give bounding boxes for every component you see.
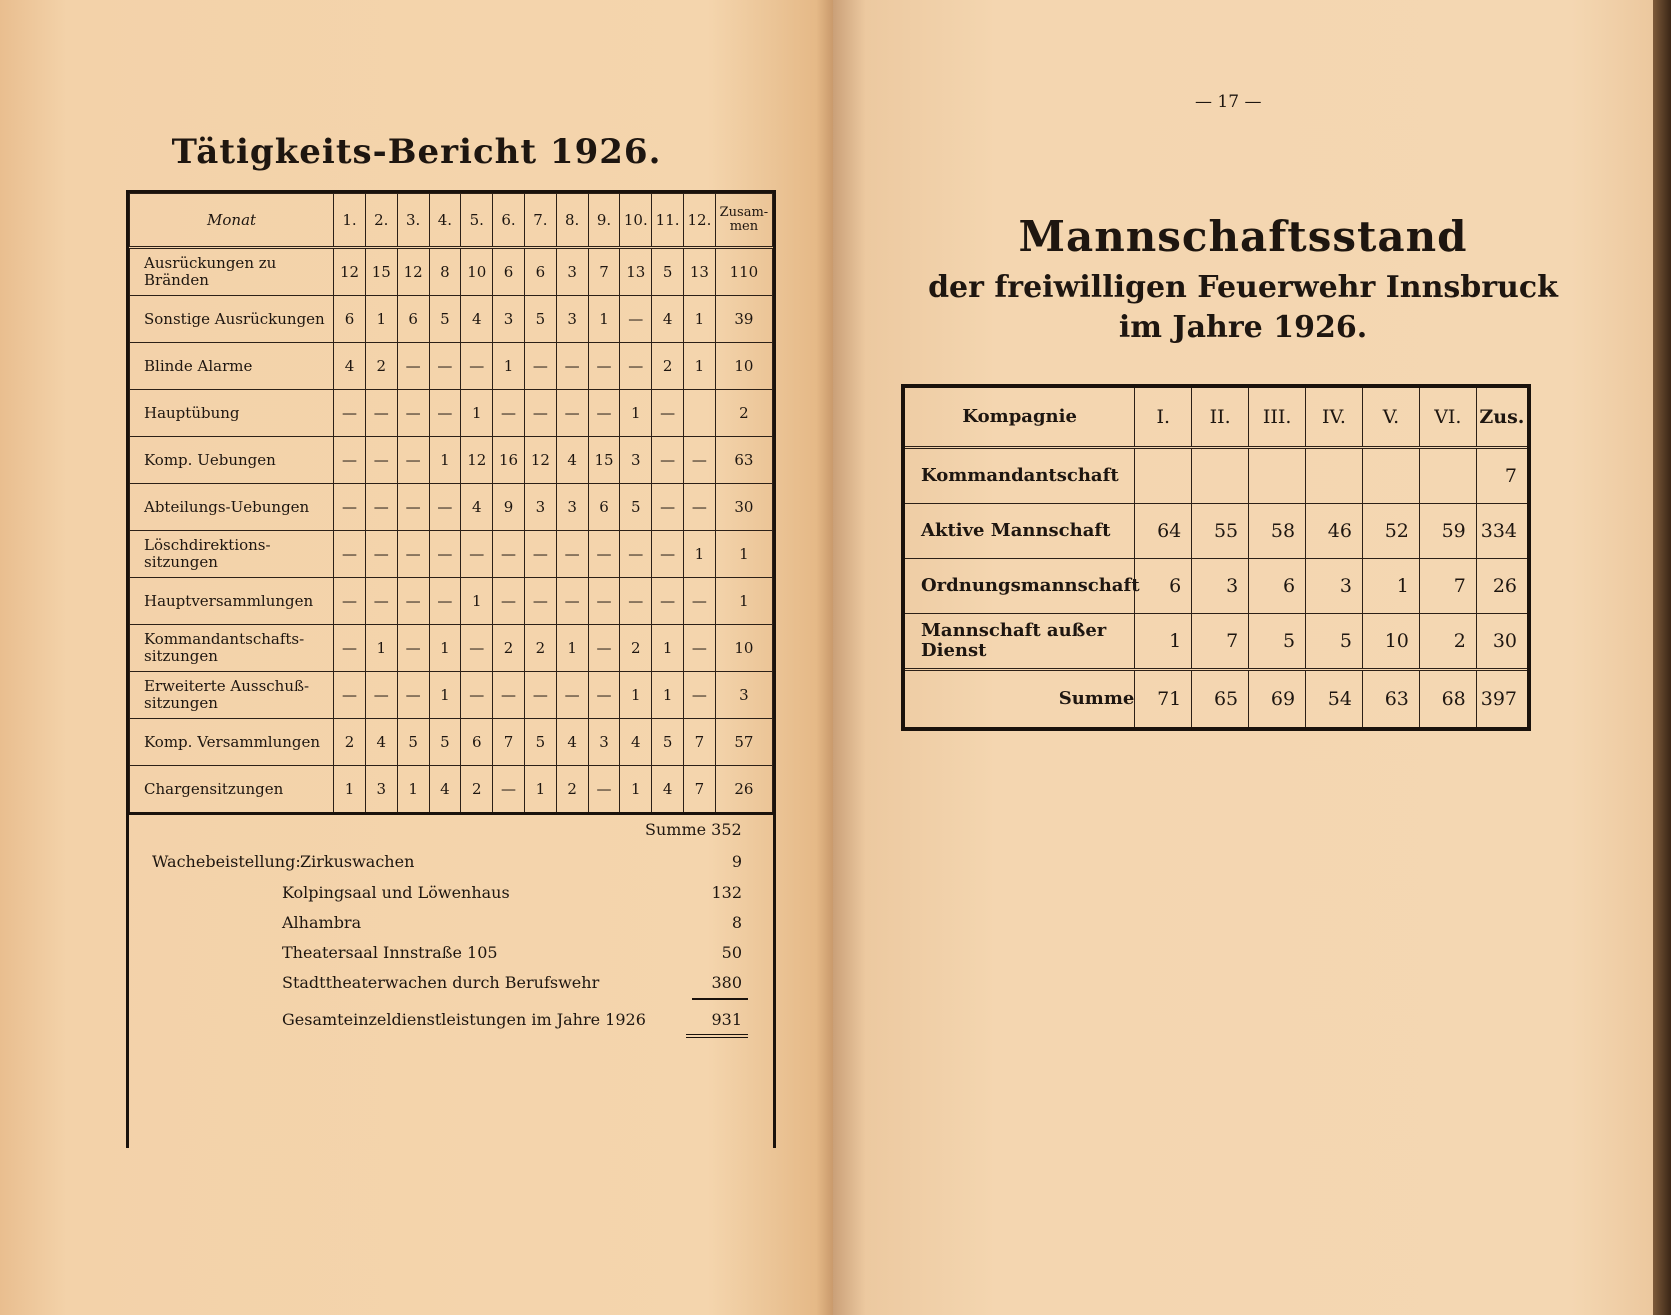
staff-cell xyxy=(1362,448,1419,504)
activity-total: 39 xyxy=(715,296,772,343)
activity-cell: 2 xyxy=(493,625,525,672)
month-header: 1. xyxy=(334,194,366,248)
activity-cell: 4 xyxy=(652,766,684,814)
activity-cell: 1 xyxy=(429,625,461,672)
right-page-year: im Jahre 1926. xyxy=(1118,310,1368,345)
activity-label: Ausrückungen zu Bränden xyxy=(130,248,334,296)
activity-cell: — xyxy=(524,343,556,390)
activity-cell: — xyxy=(461,343,493,390)
activity-cell: — xyxy=(397,672,429,719)
sum-cell: 68 xyxy=(1419,670,1476,730)
activity-cell: 5 xyxy=(429,719,461,766)
activity-cell: — xyxy=(334,531,366,578)
activity-cell: 3 xyxy=(365,766,397,814)
activity-cell: 2 xyxy=(556,766,588,814)
staff-cell: 1 xyxy=(1362,559,1419,614)
activity-cell: — xyxy=(684,437,716,484)
activity-cell: 1 xyxy=(493,343,525,390)
activity-total: 3 xyxy=(715,672,772,719)
activity-cell: 4 xyxy=(556,437,588,484)
activity-cell: 1 xyxy=(684,296,716,343)
activity-cell: 7 xyxy=(684,766,716,814)
activity-cell: — xyxy=(461,672,493,719)
staff-total: 334 xyxy=(1476,504,1529,559)
activity-cell: — xyxy=(684,672,716,719)
activity-cell: 13 xyxy=(620,248,652,296)
activity-label: Komp. Uebungen xyxy=(130,437,334,484)
sum-cell: 71 xyxy=(1135,670,1192,730)
activity-cell: 1 xyxy=(620,766,652,814)
activity-label: Kommandantschafts-sitzungen xyxy=(130,625,334,672)
wache-total-label: Gesamteinzeldienstleistungen im Jahre 1926 xyxy=(282,1010,646,1029)
total-header: Zusam-men xyxy=(715,194,772,248)
column-header: II. xyxy=(1192,386,1249,448)
activity-cell: — xyxy=(620,296,652,343)
activity-total: 57 xyxy=(715,719,772,766)
activity-cell: 5 xyxy=(429,296,461,343)
staff-cell: 5 xyxy=(1249,614,1306,670)
activity-cell: — xyxy=(334,578,366,625)
activity-cell: 4 xyxy=(620,719,652,766)
activity-label: Hauptversammlungen xyxy=(130,578,334,625)
activity-total: 110 xyxy=(715,248,772,296)
activity-cell: 1 xyxy=(620,390,652,437)
activity-row xyxy=(130,766,773,814)
activity-cell: — xyxy=(397,390,429,437)
activity-cell: — xyxy=(397,625,429,672)
sum-label: Summe xyxy=(903,670,1135,730)
wache-item-label: Kolpingsaal und Löwenhaus xyxy=(282,883,510,902)
activity-cell: 8 xyxy=(429,248,461,296)
activity-cell: 9 xyxy=(493,484,525,531)
activity-cell: 15 xyxy=(588,437,620,484)
activity-label: Blinde Alarme xyxy=(130,343,334,390)
activity-cell: — xyxy=(429,484,461,531)
activity-cell: — xyxy=(524,578,556,625)
activity-cell: — xyxy=(652,484,684,531)
value-underline xyxy=(692,998,748,1000)
activity-cell: — xyxy=(397,437,429,484)
activity-row xyxy=(130,343,773,390)
activity-row xyxy=(130,248,773,296)
activity-cell: 2 xyxy=(461,766,493,814)
activity-cell: 1 xyxy=(461,390,493,437)
activity-cell: 1 xyxy=(556,625,588,672)
activity-cell: — xyxy=(397,531,429,578)
activity-cell: 6 xyxy=(334,296,366,343)
page-number: — 17 — xyxy=(1195,92,1262,112)
activity-cell: — xyxy=(397,484,429,531)
activity-cell: 2 xyxy=(334,719,366,766)
sum-cell: 54 xyxy=(1306,670,1363,730)
activity-label: Sonstige Ausrückungen xyxy=(130,296,334,343)
activity-cell: 3 xyxy=(556,296,588,343)
activity-cell: — xyxy=(620,343,652,390)
staff-header-row xyxy=(903,386,1529,448)
activity-cell: — xyxy=(588,390,620,437)
activity-cell: — xyxy=(334,437,366,484)
activity-label: Hauptübung xyxy=(130,390,334,437)
activity-total: 26 xyxy=(715,766,772,814)
staff-cell: 7 xyxy=(1419,559,1476,614)
activity-cell: — xyxy=(334,672,366,719)
staff-cell xyxy=(1192,448,1249,504)
month-header-label: Monat xyxy=(130,194,334,248)
book-edge xyxy=(1653,0,1671,1315)
activity-cell: — xyxy=(620,578,652,625)
activity-cell: 1 xyxy=(588,296,620,343)
month-header: 9. xyxy=(588,194,620,248)
activity-cell: 5 xyxy=(652,248,684,296)
left-page-title: Tätigkeits-Bericht 1926. xyxy=(171,132,662,172)
wache-item-label: Stadttheaterwachen durch Berufswehr xyxy=(282,973,600,992)
activity-cell: — xyxy=(365,672,397,719)
activity-cell: — xyxy=(588,531,620,578)
activity-cell: 12 xyxy=(334,248,366,296)
activity-cell: — xyxy=(493,672,525,719)
activity-cell: — xyxy=(334,484,366,531)
activity-cell: 15 xyxy=(365,248,397,296)
activity-cell: — xyxy=(493,766,525,814)
activity-cell: 6 xyxy=(397,296,429,343)
activity-cell: — xyxy=(334,390,366,437)
wache-total-value: 931 xyxy=(711,1010,742,1029)
activity-cell: — xyxy=(556,672,588,719)
column-header: I. xyxy=(1135,386,1192,448)
activity-cell: — xyxy=(429,531,461,578)
staff-cell: 46 xyxy=(1306,504,1363,559)
activity-cell: — xyxy=(684,484,716,531)
activity-cell: 4 xyxy=(365,719,397,766)
staff-cell: 1 xyxy=(1135,614,1192,670)
staff-cell: 10 xyxy=(1362,614,1419,670)
activity-cell: 2 xyxy=(524,625,556,672)
column-header: V. xyxy=(1362,386,1419,448)
activity-cell: — xyxy=(524,531,556,578)
staff-cell xyxy=(1419,448,1476,504)
activity-cell: — xyxy=(493,531,525,578)
activity-cell: 1 xyxy=(524,766,556,814)
activity-cell: — xyxy=(556,343,588,390)
activity-cell: 1 xyxy=(365,625,397,672)
activity-cell: — xyxy=(588,766,620,814)
activity-cell: — xyxy=(461,625,493,672)
staff-cell: 3 xyxy=(1306,559,1363,614)
staff-label: Aktive Mannschaft xyxy=(903,504,1135,559)
activity-cell: 2 xyxy=(365,343,397,390)
activity-cell: — xyxy=(588,343,620,390)
activity-cell: 12 xyxy=(524,437,556,484)
activity-table xyxy=(129,193,773,815)
month-header: 8. xyxy=(556,194,588,248)
activity-cell: 5 xyxy=(620,484,652,531)
total-double-underline xyxy=(686,1034,748,1042)
activity-cell: — xyxy=(652,531,684,578)
activity-cell: 2 xyxy=(652,343,684,390)
activity-cell: — xyxy=(397,343,429,390)
activity-cell: 4 xyxy=(429,766,461,814)
activity-cell: 3 xyxy=(493,296,525,343)
staff-table xyxy=(901,384,1531,731)
month-header: 2. xyxy=(365,194,397,248)
activity-total: 10 xyxy=(715,343,772,390)
activity-cell: 1 xyxy=(429,672,461,719)
activity-total: 1 xyxy=(715,531,772,578)
activity-row xyxy=(130,578,773,625)
activity-cell: 4 xyxy=(334,343,366,390)
staff-cell: 6 xyxy=(1249,559,1306,614)
activity-cell: 3 xyxy=(588,719,620,766)
activity-cell: 1 xyxy=(684,531,716,578)
activity-cell: — xyxy=(588,578,620,625)
month-header: 5. xyxy=(461,194,493,248)
wache-item-value: 50 xyxy=(721,943,742,962)
activity-cell: — xyxy=(429,578,461,625)
activity-cell: 7 xyxy=(684,719,716,766)
wache-item-value: 132 xyxy=(711,883,742,902)
activity-row xyxy=(130,390,773,437)
staff-cell: 52 xyxy=(1362,504,1419,559)
activity-cell: 12 xyxy=(461,437,493,484)
activity-label: Löschdirektions-sitzungen xyxy=(130,531,334,578)
staff-cell: 5 xyxy=(1306,614,1363,670)
activity-cell: 1 xyxy=(652,625,684,672)
right-page-subtitle: der freiwilligen Feuerwehr Innsbruck xyxy=(928,270,1558,305)
activity-cell: — xyxy=(556,578,588,625)
activity-cell: 5 xyxy=(397,719,429,766)
activity-cell: — xyxy=(365,484,397,531)
activity-cell: 16 xyxy=(493,437,525,484)
activity-row xyxy=(130,719,773,766)
column-header: III. xyxy=(1249,386,1306,448)
activity-cell: — xyxy=(684,625,716,672)
activity-cell: — xyxy=(365,390,397,437)
activity-cell: 6 xyxy=(461,719,493,766)
summe-label: Summe 352 xyxy=(645,820,742,839)
wache-item-label: Alhambra xyxy=(282,913,362,932)
column-header: VI. xyxy=(1419,386,1476,448)
activity-cell: — xyxy=(588,672,620,719)
activity-cell: — xyxy=(365,578,397,625)
activity-row xyxy=(130,531,773,578)
activity-cell: 1 xyxy=(365,296,397,343)
activity-cell: — xyxy=(556,531,588,578)
activity-cell: — xyxy=(588,625,620,672)
staff-row xyxy=(903,504,1529,559)
activity-cell: — xyxy=(620,531,652,578)
activity-cell: 1 xyxy=(652,672,684,719)
activity-header-row xyxy=(130,194,773,248)
activity-cell: 7 xyxy=(493,719,525,766)
staff-cell xyxy=(1249,448,1306,504)
activity-total: 63 xyxy=(715,437,772,484)
activity-cell: — xyxy=(365,531,397,578)
wache-item-value: 380 xyxy=(711,973,742,992)
staff-row xyxy=(903,559,1529,614)
column-header: IV. xyxy=(1306,386,1363,448)
activity-cell: 1 xyxy=(620,672,652,719)
activity-cell xyxy=(684,390,716,437)
activity-cell: — xyxy=(334,625,366,672)
month-header: 11. xyxy=(652,194,684,248)
staff-cell: 55 xyxy=(1192,504,1249,559)
staff-cell xyxy=(1135,448,1192,504)
activity-cell: 5 xyxy=(652,719,684,766)
staff-total: 26 xyxy=(1476,559,1529,614)
activity-cell: 5 xyxy=(524,296,556,343)
activity-cell: 1 xyxy=(461,578,493,625)
sum-cell: 63 xyxy=(1362,670,1419,730)
activity-cell: 7 xyxy=(588,248,620,296)
activity-cell: 1 xyxy=(429,437,461,484)
activity-cell: 4 xyxy=(461,484,493,531)
activity-row xyxy=(130,296,773,343)
staff-cell: 3 xyxy=(1192,559,1249,614)
staff-label: Mannschaft außer Dienst xyxy=(903,614,1135,670)
activity-label: Erweiterte Ausschuß-sitzungen xyxy=(130,672,334,719)
staff-total: 7 xyxy=(1476,448,1529,504)
wache-item-label: Zirkuswachen xyxy=(300,852,415,871)
activity-cell: — xyxy=(556,390,588,437)
wache-item-label: Theatersaal Innstraße 105 xyxy=(282,943,498,962)
staff-row xyxy=(903,614,1529,670)
activity-total: 2 xyxy=(715,390,772,437)
activity-cell: — xyxy=(493,390,525,437)
activity-cell: 3 xyxy=(620,437,652,484)
staff-label: Ordnungsmannschaft xyxy=(903,559,1135,614)
activity-cell: 4 xyxy=(652,296,684,343)
kompagnie-header: Kompagnie xyxy=(903,386,1135,448)
activity-cell: — xyxy=(652,578,684,625)
staff-sum-row xyxy=(903,670,1529,730)
staff-cell: 58 xyxy=(1249,504,1306,559)
month-header: 7. xyxy=(524,194,556,248)
activity-cell: 13 xyxy=(684,248,716,296)
staff-row xyxy=(903,448,1529,504)
activity-total: 10 xyxy=(715,625,772,672)
month-header: 6. xyxy=(493,194,525,248)
activity-cell: — xyxy=(461,531,493,578)
activity-cell: 4 xyxy=(556,719,588,766)
month-header: 12. xyxy=(684,194,716,248)
activity-cell: 3 xyxy=(556,484,588,531)
activity-cell: — xyxy=(652,437,684,484)
activity-cell: 5 xyxy=(524,719,556,766)
activity-label: Abteilungs-Uebungen xyxy=(130,484,334,531)
wache-item-value: 8 xyxy=(731,913,742,932)
column-header: Zus. xyxy=(1476,386,1529,448)
activity-cell: — xyxy=(524,390,556,437)
month-header: 10. xyxy=(620,194,652,248)
activity-cell: 3 xyxy=(524,484,556,531)
activity-cell: 1 xyxy=(397,766,429,814)
activity-cell: 6 xyxy=(588,484,620,531)
activity-cell: 6 xyxy=(493,248,525,296)
activity-row xyxy=(130,672,773,719)
activity-cell: 1 xyxy=(334,766,366,814)
staff-cell: 64 xyxy=(1135,504,1192,559)
staff-cell: 2 xyxy=(1419,614,1476,670)
staff-total: 30 xyxy=(1476,614,1529,670)
wache-item-value: 9 xyxy=(731,852,742,871)
activity-cell: 6 xyxy=(524,248,556,296)
activity-cell: — xyxy=(524,672,556,719)
activity-row xyxy=(130,437,773,484)
staff-cell: 7 xyxy=(1192,614,1249,670)
activity-cell: — xyxy=(652,390,684,437)
sum-total: 397 xyxy=(1476,670,1529,730)
activity-cell: — xyxy=(429,343,461,390)
activity-label: Komp. Versammlungen xyxy=(130,719,334,766)
right-page-title: Mannschaftsstand xyxy=(1018,212,1468,261)
activity-row xyxy=(130,484,773,531)
month-header: 4. xyxy=(429,194,461,248)
activity-cell: — xyxy=(429,390,461,437)
activity-row xyxy=(130,625,773,672)
activity-cell: — xyxy=(397,578,429,625)
activity-cell: 12 xyxy=(397,248,429,296)
activity-cell: — xyxy=(493,578,525,625)
activity-label: Chargensitzungen xyxy=(130,766,334,814)
staff-label: Kommandantschaft xyxy=(903,448,1135,504)
staff-cell: 6 xyxy=(1135,559,1192,614)
activity-cell: 3 xyxy=(556,248,588,296)
staff-cell: 59 xyxy=(1419,504,1476,559)
sum-cell: 69 xyxy=(1249,670,1306,730)
sum-cell: 65 xyxy=(1192,670,1249,730)
activity-total: 1 xyxy=(715,578,772,625)
activity-cell: 4 xyxy=(461,296,493,343)
wache-heading: Wachebeistellung: xyxy=(152,852,301,871)
activity-cell: 1 xyxy=(684,343,716,390)
activity-cell: — xyxy=(684,578,716,625)
activity-cell: 2 xyxy=(620,625,652,672)
activity-cell: — xyxy=(365,437,397,484)
activity-total: 30 xyxy=(715,484,772,531)
month-header: 3. xyxy=(397,194,429,248)
staff-cell xyxy=(1306,448,1363,504)
activity-cell: 10 xyxy=(461,248,493,296)
